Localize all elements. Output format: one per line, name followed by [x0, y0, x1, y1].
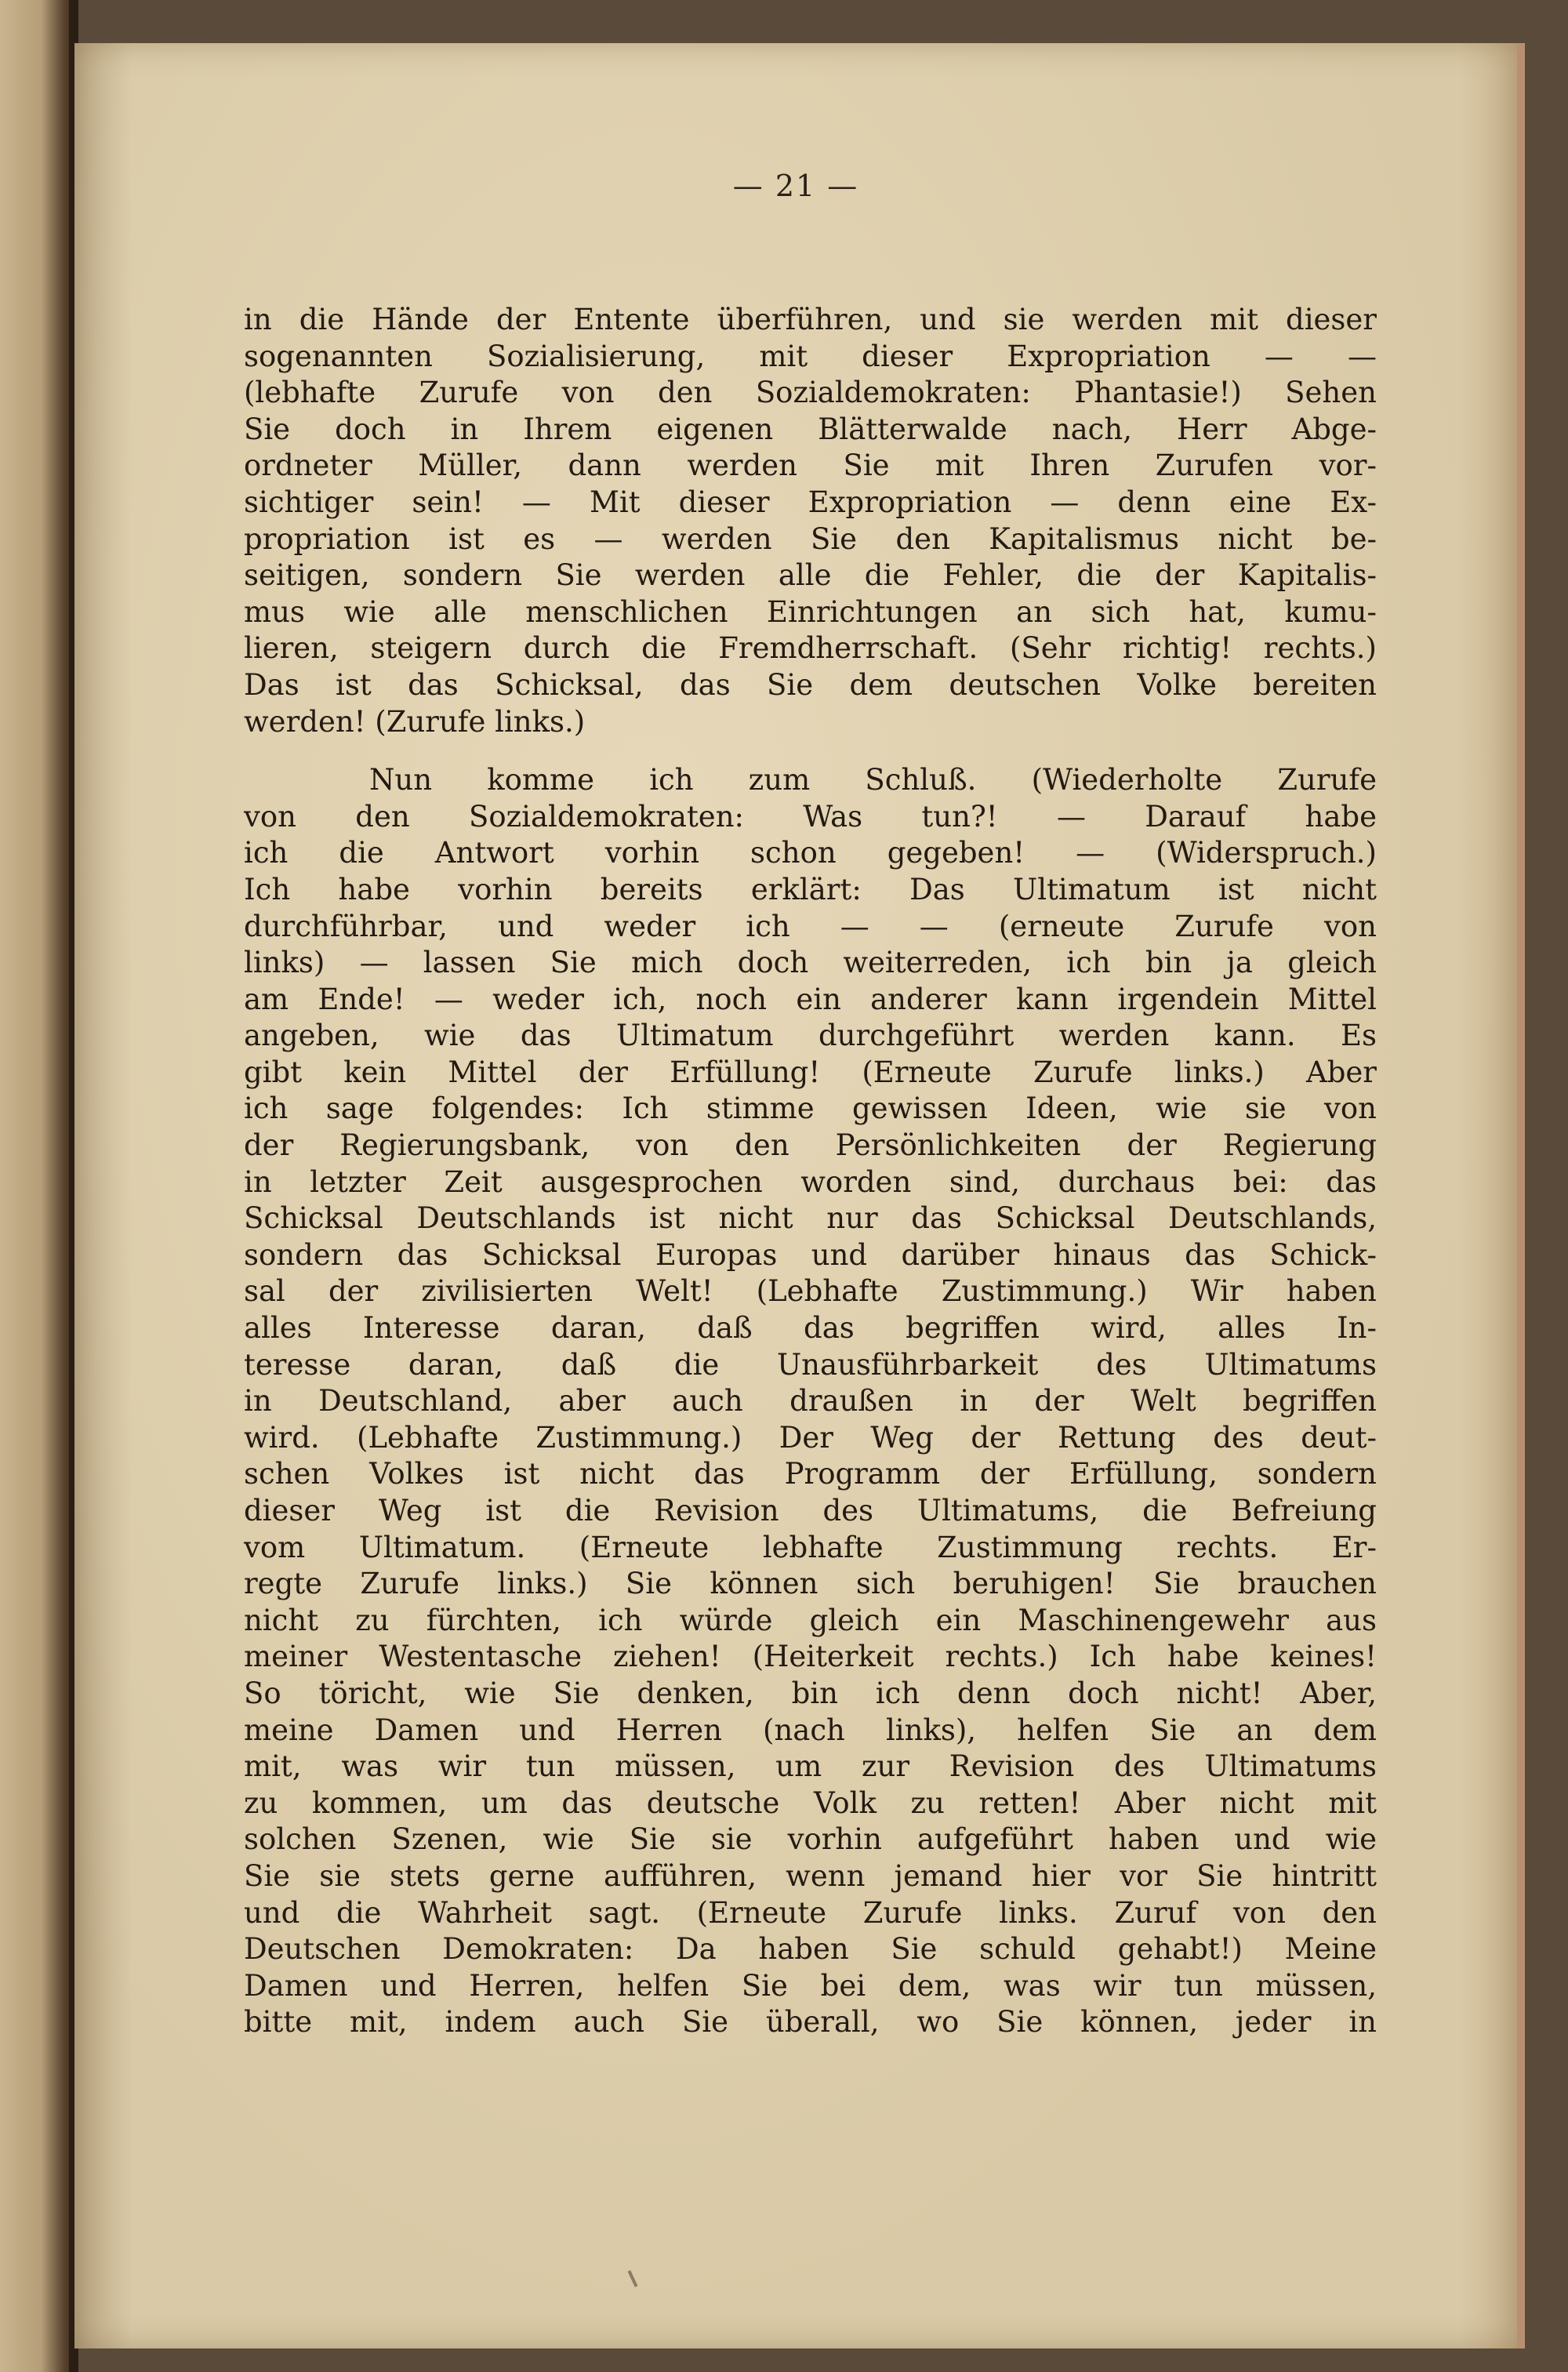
paragraph	[244, 302, 1377, 740]
text-line: angeben, wie das Ultimatum durchgeführt werden kann. Es	[244, 1019, 1377, 1053]
text-line: nicht zu fürchten, ich würde gleich ein Maschinengewehr aus	[244, 1603, 1377, 1637]
text-line: Sie doch in Ihrem eigenen Blätterwalde nach, Herr Abge-	[244, 412, 1377, 446]
text-line: meiner Westentasche ziehen! (Heiterkeit rechts.) Ich habe keines!	[244, 1640, 1377, 1674]
text-line: mit, was wir tun müssen, um zur Revision des Ultimatums	[244, 1749, 1377, 1784]
text-line: solchen Szenen, wie Sie sie vorhin aufgeführt haben und wie	[244, 1822, 1377, 1857]
text-line: zu kommen, um das deutsche Volk zu retten! Aber nicht mit	[244, 1785, 1377, 1820]
text-line: Nun komme ich zum Schluß. (Wiederholte Zurufe	[369, 763, 1377, 797]
text-line: in die Hände der Entente überführen, und sie werden mit dieser	[244, 303, 1377, 336]
text-line: ich sage folgendes: Ich stimme gewissen Ideen, wie sie von	[244, 1092, 1377, 1126]
text-line: seitigen, sondern Sie werden alle die Fehler, die der Kapitalis-	[244, 558, 1377, 593]
text-line: von den Sozialdemokraten: Was tun?! — Darauf habe	[244, 799, 1377, 834]
text-line: durchführbar, und weder ich — — (erneute Zurufe von	[244, 909, 1377, 943]
text-line: meine Damen und Herren (nach links), helfen Sie an dem	[244, 1713, 1377, 1747]
text-line: So töricht, wie Sie denken, bin ich denn doch nicht! Aber,	[244, 1676, 1377, 1710]
text-line: sogenannten Sozialisierung, mit dieser Expropriation — —	[244, 339, 1377, 373]
text-line: (lebhafte Zurufe von den Sozialdemokraten: Phantasie!) Sehen	[244, 376, 1377, 410]
paragraph	[244, 762, 1377, 2041]
body-text	[244, 302, 1377, 2041]
text-line: in Deutschland, aber auch draußen in der Welt begriffen	[244, 1384, 1377, 1418]
text-line: gibt kein Mittel der Erfüllung! (Erneute Zurufe links.) Aber	[244, 1055, 1377, 1089]
text-line: wird. (Lebhafte Zustimmung.) Der Weg der Rettung des deut-	[244, 1420, 1377, 1455]
text-line: bitte mit, indem auch Sie überall, wo Sie können, jeder in	[244, 2005, 1377, 2040]
text-line: Deutschen Demokraten: Da haben Sie schuld gehabt!) Meine	[244, 1932, 1377, 1967]
text-line: Schicksal Deutschlands ist nicht nur das Schicksal Deutschlands,	[244, 1201, 1377, 1236]
text-line: mus wie alle menschlichen Einrichtungen an sich hat, kumu-	[244, 594, 1377, 629]
text-line: in letzter Zeit ausgesprochen worden sind, durchaus bei: das	[244, 1164, 1377, 1199]
adjacent-page-edge	[0, 0, 74, 2372]
text-line: sichtiger sein! — Mit dieser Expropriation — denn eine Ex-	[244, 485, 1377, 519]
text-line: der Regierungsbank, von den Persönlichkeiten der Regierung	[244, 1128, 1377, 1163]
text-line: und die Wahrheit sagt. (Erneute Zurufe links. Zuruf von den	[244, 1895, 1377, 1930]
text-line: Ich habe vorhin bereits erklärt: Das Ultimatum ist nicht	[244, 872, 1377, 906]
text-line: alles Interesse daran, daß das begriffen wird, alles In-	[244, 1311, 1377, 1346]
text-line: werden! (Zurufe links.)	[244, 704, 586, 739]
text-line: Das ist das Schicksal, das Sie dem deutschen Volke bereiten	[244, 667, 1377, 702]
text-line: regte Zurufe links.) Sie können sich beruhigen! Sie brauchen	[244, 1567, 1377, 1601]
text-line: propriation ist es — werden Sie den Kapitalismus nicht be-	[244, 521, 1377, 556]
text-line: dieser Weg ist die Revision des Ultimatums, die Befreiung	[244, 1494, 1377, 1527]
text-line: sal der zivilisierten Welt! (Lebhafte Zustimmung.) Wir haben	[244, 1274, 1377, 1309]
text-line: ich die Antwort vorhin schon gegeben! — (Widerspruch.)	[244, 836, 1377, 870]
text-line: schen Volkes ist nicht das Programm der Erfüllung, sondern	[244, 1457, 1377, 1491]
text-line: teresse daran, daß die Unausführbarkeit des Ultimatums	[244, 1347, 1377, 1382]
page-number: — 21 —	[732, 169, 859, 203]
text-line: Damen und Herren, helfen Sie bei dem, was wir tun müssen,	[244, 1968, 1377, 2003]
text-line: ordneter Müller, dann werden Sie mit Ihren Zurufen vor-	[244, 449, 1377, 483]
document-page	[74, 43, 1525, 2348]
paragraph-gap	[244, 740, 1377, 762]
text-line: Sie sie stets gerne aufführen, wenn jemand hier vor Sie hintritt	[244, 1858, 1377, 1893]
text-line: lieren, steigern durch die Fremdherrschaft. (Sehr richtig! rechts.)	[244, 631, 1377, 666]
text-line: vom Ultimatum. (Erneute lebhafte Zustimmung rechts. Er-	[244, 1530, 1377, 1564]
text-line: am Ende! — weder ich, noch ein anderer kann irgendein Mittel	[244, 982, 1377, 1016]
text-line: links) — lassen Sie mich doch weiterreden, ich bin ja gleich	[244, 946, 1377, 980]
text-line: sondern das Schicksal Europas und darüber hinaus das Schick-	[244, 1237, 1377, 1272]
